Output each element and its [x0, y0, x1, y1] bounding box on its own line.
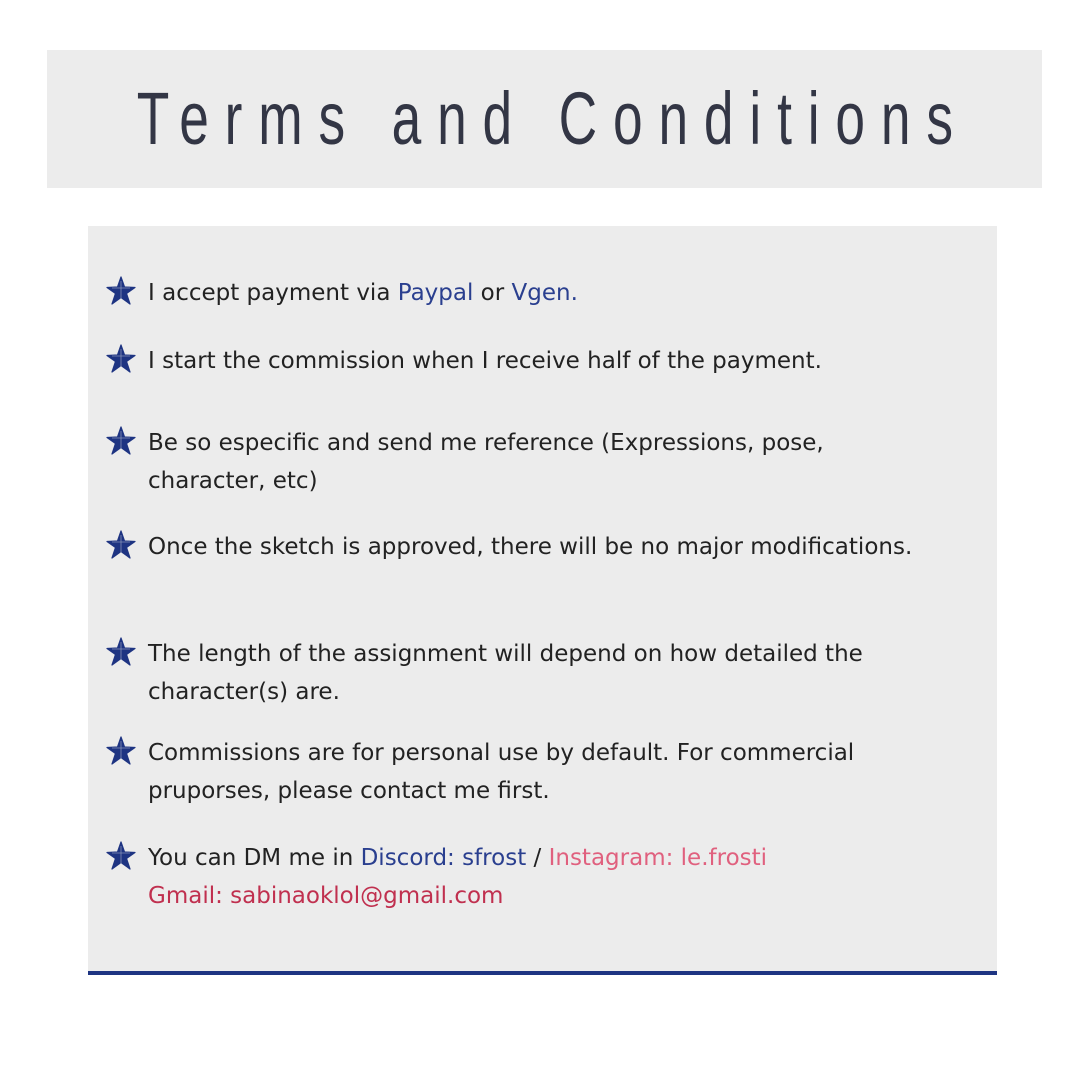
term-text: [148, 274, 928, 312]
term-text: Once the sketch is approved, there will be no major modifications.: [148, 534, 913, 560]
discord-link[interactable]: Discord: sfrost: [360, 845, 527, 871]
instagram-link[interactable]: Instagram: le.frosti: [548, 845, 768, 871]
page-title: Terms and Conditions: [136, 77, 969, 160]
terms-panel: [88, 226, 997, 975]
star-icon: [105, 735, 137, 767]
star-icon: [105, 275, 137, 307]
term-text: The length of the assignment will depend on how detailed the character(s) are.: [148, 641, 863, 705]
star-icon: [105, 636, 137, 668]
term-text-prefix: You can DM me in: [148, 845, 361, 871]
star-icon: [105, 840, 137, 872]
title-banner: [47, 50, 1042, 188]
gmail-link[interactable]: Gmail: sabinaoklol@gmail.com: [148, 883, 504, 909]
term-text: Be so especific and send me reference (Expressions, pose, character, etc): [148, 430, 824, 494]
paypal-link[interactable]: Paypal: [397, 280, 474, 306]
contact-separator: /: [526, 845, 549, 871]
vgen-link[interactable]: Vgen.: [511, 280, 578, 306]
star-icon: [105, 529, 137, 561]
term-text: I start the commission when I receive half of the payment.: [148, 348, 822, 374]
star-icon: [105, 425, 137, 457]
term-text: Commissions are for personal use by default. For commercial pruporses, please contact me first.: [148, 740, 855, 804]
term-text-or: or: [473, 280, 512, 306]
star-icon: [105, 343, 137, 375]
term-text: [148, 839, 928, 915]
term-text-prefix: I accept payment via: [148, 280, 398, 306]
